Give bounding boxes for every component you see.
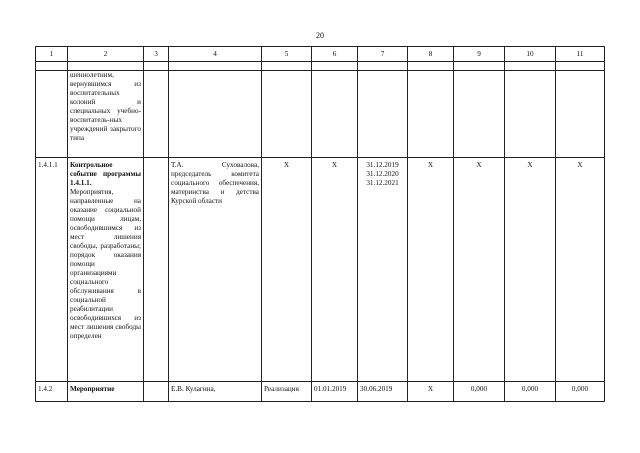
row-description: шеннолетним, вернувшимся из воспитательных колоний и специальных учебно-воспитатель-ных учреждений закрытого типа [68, 71, 144, 158]
cell: X [505, 158, 556, 382]
row-number [36, 71, 68, 158]
table-row [36, 382, 605, 402]
cell: X [454, 158, 505, 382]
table-row [36, 71, 605, 158]
date-value: 31.12.2019 [366, 161, 399, 169]
cell: X [556, 158, 605, 382]
cell [408, 71, 454, 158]
column-header: 3 [144, 47, 169, 62]
cell: Реализация [262, 382, 312, 402]
cell [358, 71, 408, 158]
row-responsible: Т.А. Суховалова, председатель комитета социального обеспечения, материнства и детства Курской области [169, 158, 262, 382]
column-header: 8 [408, 47, 454, 62]
column-header: 10 [505, 47, 556, 62]
column-header: 4 [169, 47, 262, 62]
cell [262, 71, 312, 158]
cell: X [408, 158, 454, 382]
column-header: 6 [312, 47, 358, 62]
row-responsible: Е.В. Кулагина, [169, 382, 262, 402]
cell [454, 71, 505, 158]
cell: X [262, 158, 312, 382]
column-header: 5 [262, 47, 312, 62]
row-description-cell [68, 382, 144, 402]
cell: 0,000 [556, 382, 605, 402]
program-table [35, 46, 605, 402]
date-list-cell [358, 158, 408, 382]
cell: 30.06.2019 [358, 382, 408, 402]
cell [144, 158, 169, 382]
page-number: 20 [316, 31, 324, 40]
cell [556, 71, 605, 158]
cell [144, 71, 169, 158]
cell: 01.01.2019 [312, 382, 358, 402]
column-header: 11 [556, 47, 605, 62]
header-row [36, 47, 605, 62]
date-value: 31.12.2021 [366, 179, 399, 187]
table-row [36, 158, 605, 382]
row-description: Мероприятия, направленные на оказание социальной помощи лицам, освободившимся из мест лишения свободы, разработаны; порядок оказания помощи организациями социального обслуживания в социальной реабилитации освободившихся из мест лишения свободы определен [70, 188, 141, 340]
date-value: 31.12.2020 [366, 170, 399, 178]
cell: 0,000 [454, 382, 505, 402]
cell [505, 71, 556, 158]
cell: 0,000 [505, 382, 556, 402]
event-title: Мероприятие [70, 385, 115, 393]
spacer-row [36, 62, 605, 71]
column-header: 7 [358, 47, 408, 62]
column-header: 9 [454, 47, 505, 62]
column-header: 1 [36, 47, 68, 62]
column-header: 2 [68, 47, 144, 62]
cell [312, 71, 358, 158]
row-responsible [169, 71, 262, 158]
control-event-title: Контрольное событие программы 1.4.1.1. [70, 161, 141, 187]
cell: X [408, 382, 454, 402]
cell [144, 382, 169, 402]
row-description-cell [68, 158, 144, 382]
row-number: 1.4.2 [36, 382, 68, 402]
row-number: 1.4.1.1 [36, 158, 68, 382]
cell: X [312, 158, 358, 382]
